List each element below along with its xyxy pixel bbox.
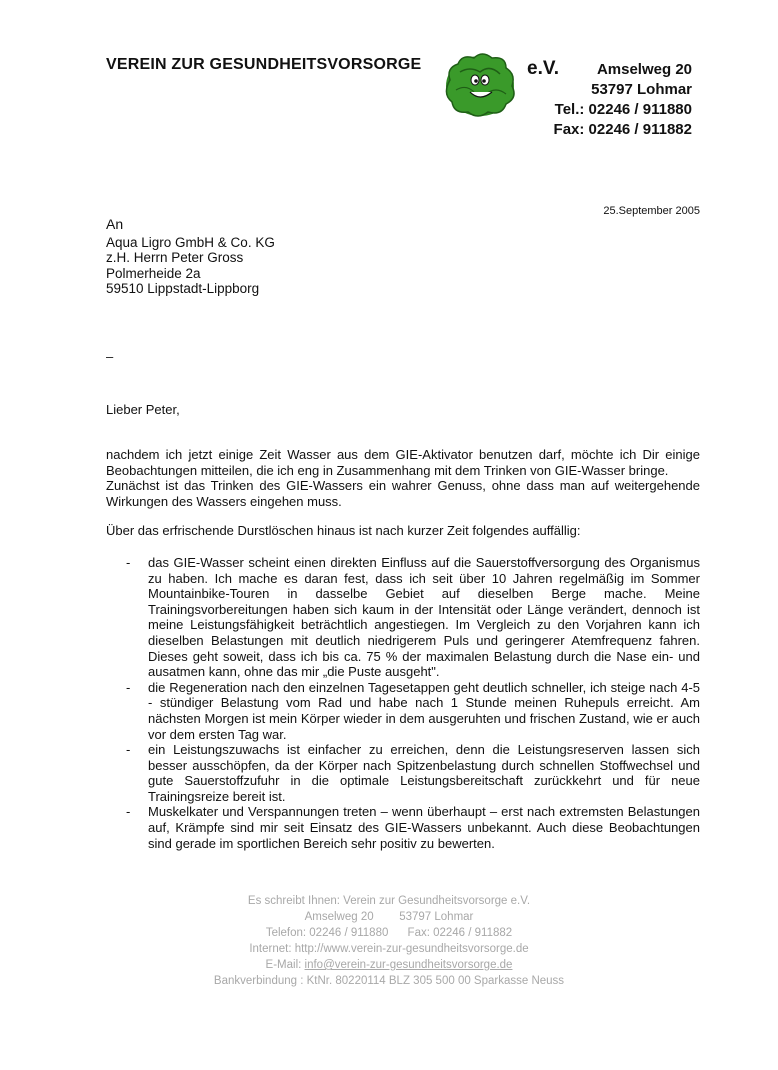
- recipient-line: Aqua Ligro GmbH & Co. KG: [106, 234, 275, 250]
- footer-bank: Bankverbindung : KtNr. 80220114 BLZ 305 500 00 Sparkasse Neuss: [213, 975, 565, 987]
- street: Amselweg 20: [596, 61, 692, 78]
- letter-body: [106, 447, 700, 851]
- org-name: VEREIN ZUR GESUNDHEITSVORSORGE: [106, 56, 422, 73]
- footer-website: Internet: http://www.verein-zur-gesundheitsvorsorge.de: [249, 943, 529, 955]
- footer-sender: Es schreibt Ihnen: Verein zur Gesundheitsvorsorge e.V.: [247, 895, 531, 907]
- org-suffix: e.V.: [527, 58, 560, 79]
- letterhead-address: [554, 60, 692, 140]
- footer-phone-fax: Telefon: 02246 / 911880 Fax: 02246 / 911882: [265, 927, 513, 939]
- recipient-line: Polmerheide 2a: [106, 265, 201, 281]
- recipient-line: 59510 Lippstadt-Lippborg: [106, 281, 260, 296]
- footer-email: [0, 957, 778, 973]
- observations-list: [106, 555, 700, 851]
- list-item: [106, 680, 700, 742]
- separator-dash: –: [106, 349, 114, 364]
- paragraph: nachdem ich jetzt einige Zeit Wasser aus dem GIE-Aktivator benutzen darf, möchte ich Dir einige Beobachtungen mitteilen, die ich eng in Zusammenhang mit dem Trinken von GIE-Wasser bringe.: [106, 447, 700, 478]
- observation-text: Muskelkater und Verspannungen treten – wenn überhaupt – erst nach extremsten Belastungen auf, Krämpfe sind mir seit Einsatz des GIE-Wassers unbekannt. Auch diese Beobachtungen sind gerade im sportlichen Bereich sehr positiv zu bewerten.: [148, 804, 700, 851]
- footer: [0, 893, 778, 989]
- recipient-line: z.H. Herrn Peter Gross: [106, 250, 244, 265]
- letter-date: 25.September 2005: [603, 205, 700, 217]
- recipient-block: [106, 217, 275, 297]
- recipient-an: An: [106, 216, 124, 232]
- bullet-mark: -: [126, 742, 131, 758]
- email-label: E-Mail:: [265, 959, 305, 971]
- footer-address: Amselweg 20 53797 Lohmar: [304, 911, 474, 923]
- bullet-mark: -: [126, 554, 131, 570]
- fax: Fax: 02246 / 911882: [553, 121, 692, 138]
- bullet-mark: -: [126, 679, 131, 695]
- observation-text: das GIE-Wasser scheint einen direkten Einfluss auf die Sauerstoffversorgung des Organismus zu haben. Ich mache es daran fest, dass ich seit über 10 Jahren regelmäßig im Sommer Mountainbike-Touren in dasselbe Gebiet auf dieselben Berge mache. Meine Trainingsvorbereitungen haben sich kaum in der Intensität oder Länge verändert, dennoch ist meine Leistungsfähigkeit beträchtlich angestiegen. Im Vergleich zu den Vorjahren kann ich dieselben Belastungen mit deutlich niedrigerem Puls und geringerer Atemfrequenz fahren. Dieses geht soweit, dass ich bis ca. 75 % der maximalen Belastung durch die Nase ein- und ausatmen kann, ohne das mir „die Puste ausgeht".: [148, 554, 700, 680]
- observation-text: die Regeneration nach den einzelnen Tagesetappen geht deutlich schneller, ich steige nach 4-5 - stündiger Belastung vom Rad und habe nach 1 Stunde meinen Ruhepuls erreicht. Am nächsten Morgen ist mein Körper wieder in dem ausgeruhten und frischen Zustand, wie er auch vor dem ersten Tag war.: [148, 679, 700, 742]
- city: 53797 Lohmar: [591, 81, 692, 98]
- phone: Tel.: 02246 / 911880: [554, 101, 692, 118]
- email-link[interactable]: info@verein-zur-gesundheitsvorsorge.de: [304, 959, 513, 971]
- list-item: [106, 555, 700, 680]
- paragraph: Zunächst ist das Trinken des GIE-Wassers ein wahrer Genuss, ohne dass man auf weitergehende Wirkungen des Wassers eingehen muss.: [106, 478, 700, 509]
- list-item: [106, 742, 700, 804]
- bullet-mark: -: [126, 804, 131, 820]
- greeting: Lieber Peter,: [106, 402, 180, 417]
- lettuce-logo-icon: [440, 50, 520, 120]
- observation-text: ein Leistungszuwachs ist einfacher zu erreichen, denn die Leistungsreserven lassen sich besser ausschöpfen, da der Körper nach Spitzenbelastung durch schnellen Stoffwechsel und gute Sauerstoffzufuhr in die optimale Leistungsbereitschaft zurückkehrt und für neue Trainingsreize bereit ist.: [148, 742, 700, 804]
- observations-intro: Über das erfrischende Durstlöschen hinaus ist nach kurzer Zeit folgendes auffällig:: [106, 523, 581, 539]
- list-item: [106, 804, 700, 851]
